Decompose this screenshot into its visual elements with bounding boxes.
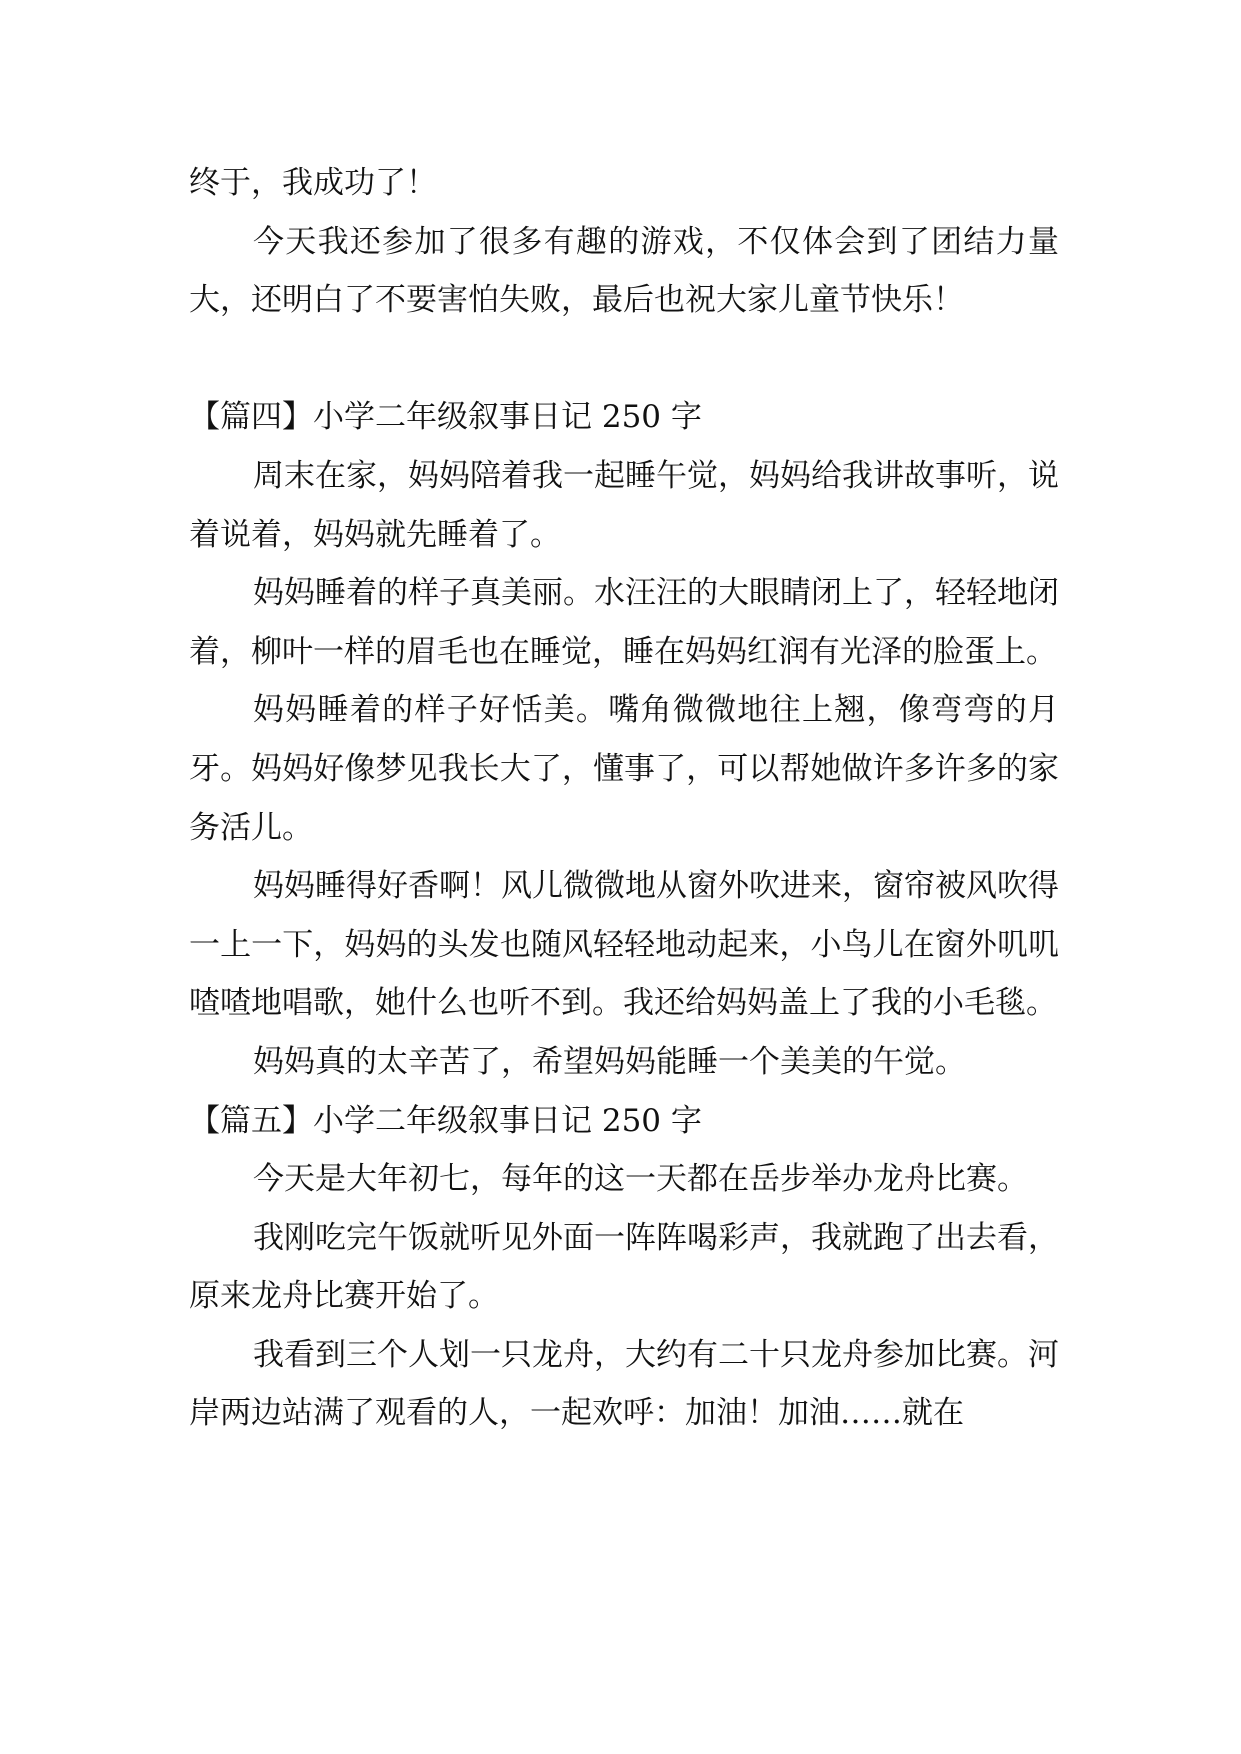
section-five-paragraph: 我看到三个人划一只龙舟，大约有二十只龙舟参加比赛。河岸两边站满了观看的人，一起欢呼：加油！加油……就在 <box>189 1336 1059 1432</box>
section-five-paragraph: 今天是大年初七，每年的这一天都在岳步举办龙舟比赛。 <box>253 1161 1028 1198</box>
section-four-paragraph: 妈妈真的太辛苦了，希望妈妈能睡一个美美的午觉。 <box>253 1043 966 1080</box>
section-spacer <box>189 330 1059 389</box>
document-body <box>189 154 1059 1443</box>
section-four-paragraph: 妈妈睡着的样子好恬美。嘴角微微地往上翘，像弯弯的月牙。妈妈好像梦见我长大了，懂事了，可以帮她做许多许多的家务活儿。 <box>189 692 1059 846</box>
section-four-paragraph: 妈妈睡着的样子真美丽。水汪汪的大眼睛闭上了，轻轻地闭着，柳叶一样的眉毛也在睡觉，睡在妈妈红润有光泽的脸蛋上。 <box>189 575 1059 670</box>
section-five-paragraph: 我刚吃完午饭就听见外面一阵阵喝彩声，我就跑了出去看，原来龙舟比赛开始了。 <box>189 1219 1059 1315</box>
section-five-title: 【篇五】小学二年级叙事日记 250 字 <box>189 1102 702 1139</box>
paragraph-games: 今天我还参加了很多有趣的游戏，不仅体会到了团结力量大，还明白了不要害怕失败，最后也祝大家儿童节快乐！ <box>189 223 1059 319</box>
section-four-paragraph: 妈妈睡得好香啊！风儿微微地从窗外吹进来，窗帘被风吹得一上一下，妈妈的头发也随风轻轻地动起来，小鸟儿在窗外叽叽喳喳地唱歌，她什么也听不到。我还给妈妈盖上了我的小毛毯。 <box>189 868 1059 1022</box>
section-four-title: 【篇四】小学二年级叙事日记 250 字 <box>189 399 702 436</box>
paragraph-success: 终于，我成功了！ <box>189 165 437 201</box>
section-four-paragraph: 周末在家，妈妈陪着我一起睡午觉，妈妈给我讲故事听，说着说着，妈妈就先睡着了。 <box>189 457 1059 553</box>
